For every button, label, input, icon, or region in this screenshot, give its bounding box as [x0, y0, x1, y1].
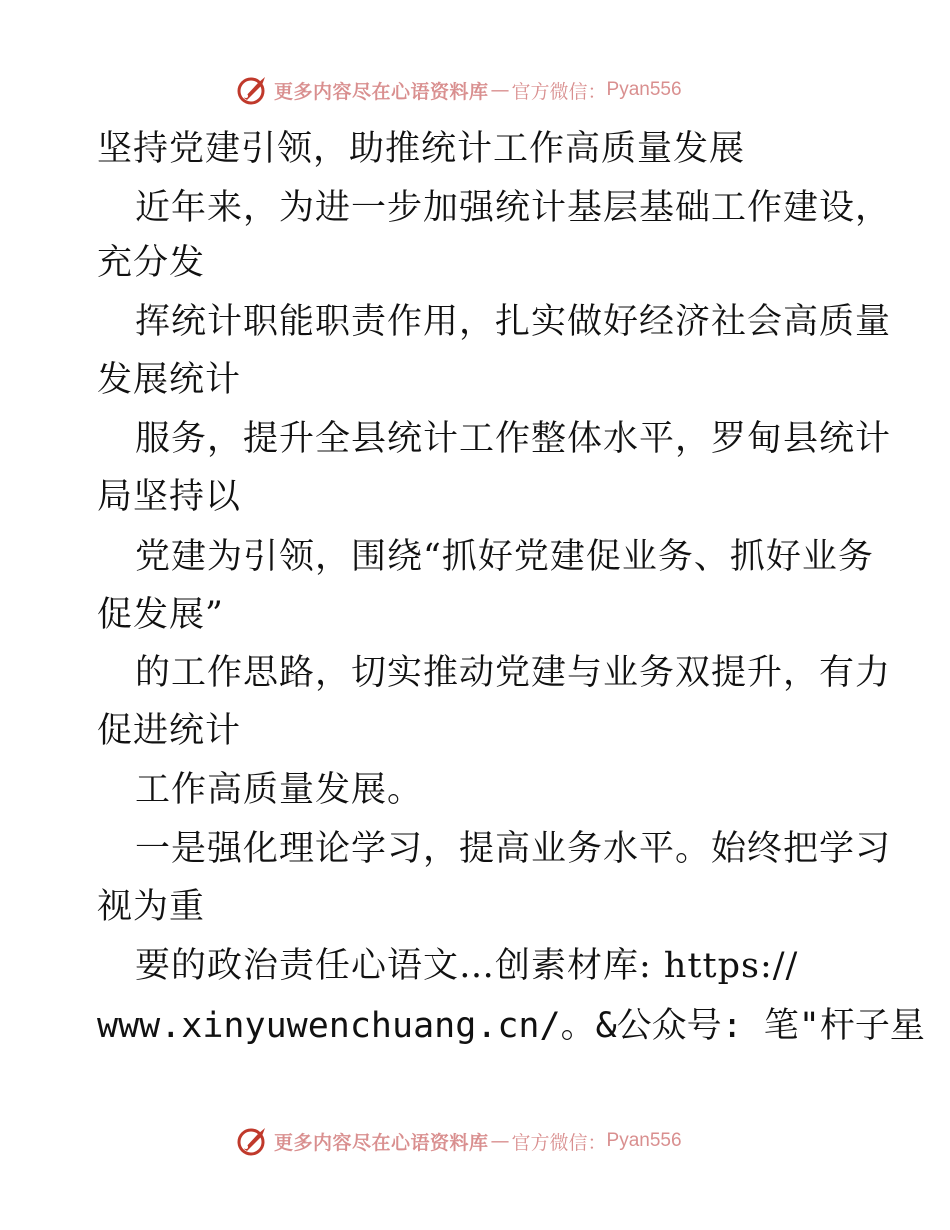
header-banner-dash: — — [490, 79, 510, 101]
paragraph-line: 的工作思路，切实推动党建与业务双提升，有力 — [135, 653, 892, 693]
document-title: 坚持党建引领，助推统计工作高质量发展 — [97, 129, 746, 169]
footer-watermark-banner — [236, 1124, 682, 1158]
paragraph-line: 工作高质量发展。 — [135, 770, 424, 810]
quill-logo-icon — [236, 74, 268, 106]
footer-wechat-id: Pyan556 — [606, 1130, 682, 1151]
footer-wechat-label: 官方微信： — [511, 1131, 607, 1154]
footer-banner-text: 更多内容尽在心语资料库 — [274, 1131, 489, 1154]
paragraph-line: 一是强化理论学习，提高业务水平。始终把学习 — [135, 829, 892, 869]
paragraph-line: 近年来，为进一步加强统计基层基础工作建设， — [135, 188, 892, 228]
paragraph-line: 发展统计 — [97, 360, 242, 400]
header-wechat-label: 官方微信： — [511, 80, 607, 103]
paragraph-line: 促发展” — [97, 595, 224, 635]
quill-logo-icon — [236, 1125, 268, 1157]
header-wechat-id: Pyan556 — [606, 79, 682, 100]
paragraph-line: 局坚持以 — [97, 477, 242, 517]
header-watermark-banner — [236, 73, 682, 107]
paragraph-line: 挥统计职能职责作用，扎实做好经济社会高质量 — [135, 302, 892, 342]
paragraph-line: 党建为引领，围绕“抓好党建促业务、抓好业务 — [135, 537, 874, 577]
paragraph-line: www.xinyuwenchuang.cn/。&公众号: 笔"杆子星 — [97, 1006, 925, 1046]
header-banner-text: 更多内容尽在心语资料库 — [274, 80, 489, 103]
paragraph-line: 服务，提升全县统计工作整体水平，罗甸县统计 — [135, 419, 892, 459]
paragraph-line: 促进统计 — [97, 711, 242, 751]
paragraph-line: 充分发 — [97, 243, 206, 283]
paragraph-line: 视为重 — [97, 887, 206, 927]
footer-banner-dash: — — [490, 1130, 510, 1152]
paragraph-line: 要的政治责任心语文…创素材库: https:// — [135, 946, 799, 986]
